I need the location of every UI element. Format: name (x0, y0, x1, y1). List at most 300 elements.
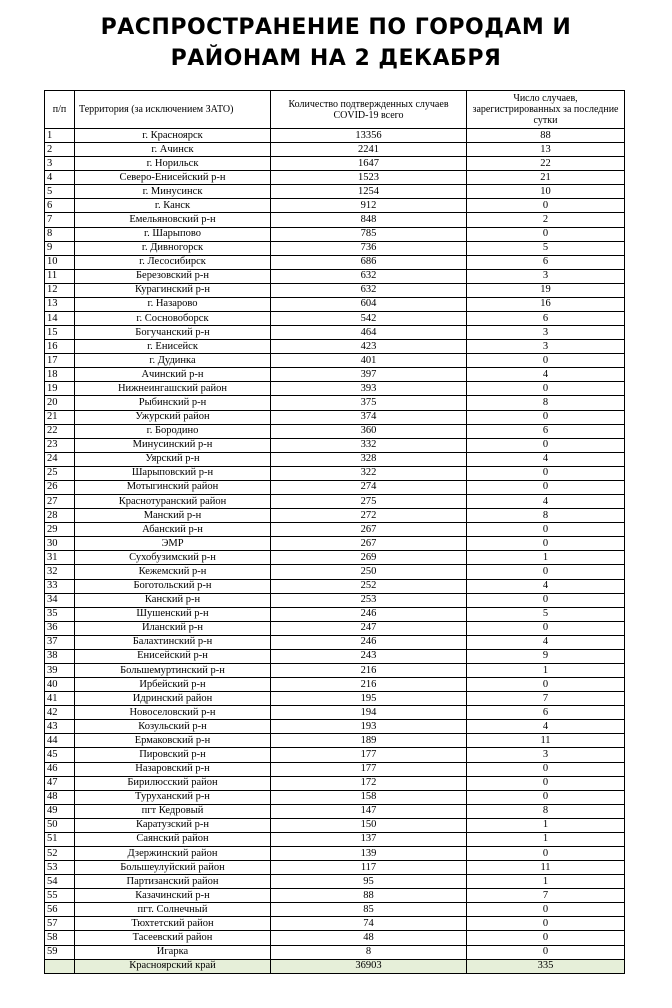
row-daily-cases: 3 (467, 340, 625, 354)
table-row (45, 255, 625, 269)
header-daily-cases: Число случаев, зарегистрированных за последние сутки (467, 91, 625, 129)
row-territory: Боготольский р-н (75, 579, 271, 593)
row-num: 48 (45, 790, 75, 804)
row-daily-cases: 4 (467, 368, 625, 382)
row-territory: Рыбинский р-н (75, 396, 271, 410)
row-total-cases: 252 (271, 579, 467, 593)
row-num: 54 (45, 875, 75, 889)
row-total-cases: 250 (271, 565, 467, 579)
row-total-cases: 322 (271, 466, 467, 480)
table-row (45, 199, 625, 213)
row-daily-cases: 3 (467, 326, 625, 340)
row-territory: Емельяновский р-н (75, 213, 271, 227)
row-total-cases: 397 (271, 368, 467, 382)
row-total-cases: 1254 (271, 185, 467, 199)
covid-cases-table (44, 90, 625, 974)
row-total-cases: 246 (271, 635, 467, 649)
row-total-cases: 172 (271, 776, 467, 790)
table-row (45, 143, 625, 157)
row-daily-cases: 4 (467, 495, 625, 509)
row-daily-cases: 0 (467, 846, 625, 860)
row-territory: г. Канск (75, 199, 271, 213)
header-territory: Территория (за исключением ЗАТО) (75, 91, 271, 129)
table-body (45, 129, 625, 960)
row-num: 37 (45, 635, 75, 649)
row-daily-cases: 3 (467, 748, 625, 762)
row-num: 6 (45, 199, 75, 213)
row-territory: Тюхтетский район (75, 917, 271, 931)
row-territory: Енисейский р-н (75, 649, 271, 663)
row-daily-cases: 5 (467, 607, 625, 621)
row-num: 7 (45, 213, 75, 227)
row-daily-cases: 0 (467, 523, 625, 537)
row-territory: Большеулуйский район (75, 861, 271, 875)
table-row (45, 861, 625, 875)
table-row (45, 649, 625, 663)
row-territory: Ермаковский р-н (75, 734, 271, 748)
row-num: 47 (45, 776, 75, 790)
row-num: 44 (45, 734, 75, 748)
table-row (45, 762, 625, 776)
row-daily-cases: 1 (467, 832, 625, 846)
row-territory: Кежемский р-н (75, 565, 271, 579)
row-num: 56 (45, 903, 75, 917)
row-num: 36 (45, 621, 75, 635)
row-num: 10 (45, 255, 75, 269)
row-total-cases: 13356 (271, 129, 467, 143)
row-num: 43 (45, 720, 75, 734)
table-row (45, 804, 625, 818)
row-total-cases: 193 (271, 720, 467, 734)
row-daily-cases: 13 (467, 143, 625, 157)
row-territory: Новоселовский р-н (75, 706, 271, 720)
row-daily-cases: 0 (467, 945, 625, 959)
row-daily-cases: 8 (467, 509, 625, 523)
row-total-cases: 374 (271, 410, 467, 424)
total-daily-sum: 335 (467, 959, 625, 973)
row-daily-cases: 2 (467, 213, 625, 227)
row-num: 9 (45, 241, 75, 255)
row-daily-cases: 16 (467, 297, 625, 311)
row-total-cases: 332 (271, 438, 467, 452)
row-territory: г. Бородино (75, 424, 271, 438)
row-num: 38 (45, 649, 75, 663)
row-num: 52 (45, 846, 75, 860)
row-total-cases: 195 (271, 692, 467, 706)
row-num: 30 (45, 537, 75, 551)
table-row (45, 283, 625, 297)
table-row (45, 889, 625, 903)
table-row (45, 509, 625, 523)
row-daily-cases: 6 (467, 706, 625, 720)
table-row (45, 410, 625, 424)
row-num: 4 (45, 171, 75, 185)
table-row (45, 452, 625, 466)
row-total-cases: 253 (271, 593, 467, 607)
row-num: 40 (45, 678, 75, 692)
row-territory: Уярский р-н (75, 452, 271, 466)
table-row (45, 565, 625, 579)
total-territory: Красноярский край (75, 959, 271, 973)
row-daily-cases: 0 (467, 438, 625, 452)
row-total-cases: 464 (271, 326, 467, 340)
table-row (45, 368, 625, 382)
table-row (45, 269, 625, 283)
table-row (45, 326, 625, 340)
row-num: 11 (45, 269, 75, 283)
row-total-cases: 177 (271, 748, 467, 762)
row-daily-cases: 11 (467, 734, 625, 748)
table-row (45, 593, 625, 607)
row-num: 23 (45, 438, 75, 452)
table-row (45, 340, 625, 354)
row-territory: г. Дивногорск (75, 241, 271, 255)
table-row (45, 185, 625, 199)
row-territory: Туруханский р-н (75, 790, 271, 804)
row-total-cases: 95 (271, 875, 467, 889)
row-territory: Березовский р-н (75, 269, 271, 283)
header-total-cases: Количество подтвержденных случаев COVID-19 всего (271, 91, 467, 129)
row-territory: Шушенский р-н (75, 607, 271, 621)
table-row (45, 748, 625, 762)
row-territory: Северо-Енисейский р-н (75, 171, 271, 185)
row-total-cases: 542 (271, 312, 467, 326)
row-territory: Ачинский р-н (75, 368, 271, 382)
table-row (45, 663, 625, 677)
row-daily-cases: 7 (467, 692, 625, 706)
row-num: 53 (45, 861, 75, 875)
row-daily-cases: 0 (467, 917, 625, 931)
row-daily-cases: 19 (467, 283, 625, 297)
table-row (45, 945, 625, 959)
row-num: 41 (45, 692, 75, 706)
row-total-cases: 375 (271, 396, 467, 410)
row-total-cases: 189 (271, 734, 467, 748)
row-total-cases: 686 (271, 255, 467, 269)
row-total-cases: 267 (271, 523, 467, 537)
table-row (45, 495, 625, 509)
row-territory: г. Дудинка (75, 354, 271, 368)
row-num: 51 (45, 832, 75, 846)
row-daily-cases: 4 (467, 635, 625, 649)
row-daily-cases: 1 (467, 663, 625, 677)
row-total-cases: 274 (271, 480, 467, 494)
row-num: 8 (45, 227, 75, 241)
row-territory: г. Шарыпово (75, 227, 271, 241)
row-num: 13 (45, 297, 75, 311)
table-row (45, 607, 625, 621)
table-row (45, 875, 625, 889)
row-territory: Каратузский р-н (75, 818, 271, 832)
row-num: 18 (45, 368, 75, 382)
row-daily-cases: 0 (467, 565, 625, 579)
row-daily-cases: 6 (467, 424, 625, 438)
table-row (45, 790, 625, 804)
row-territory: Канский р-н (75, 593, 271, 607)
row-daily-cases: 0 (467, 480, 625, 494)
table-row (45, 720, 625, 734)
row-num: 5 (45, 185, 75, 199)
table-total-row (45, 959, 625, 973)
row-territory: Бирилюсский район (75, 776, 271, 790)
page-title (0, 12, 672, 74)
row-territory: Саянский район (75, 832, 271, 846)
row-num: 27 (45, 495, 75, 509)
table-row (45, 903, 625, 917)
row-num: 28 (45, 509, 75, 523)
row-territory: Дзержинский район (75, 846, 271, 860)
row-num: 14 (45, 312, 75, 326)
row-daily-cases: 6 (467, 255, 625, 269)
table-row (45, 931, 625, 945)
row-total-cases: 243 (271, 649, 467, 663)
row-territory: Идринский район (75, 692, 271, 706)
row-territory: Партизанский район (75, 875, 271, 889)
table-row (45, 227, 625, 241)
table-row (45, 466, 625, 480)
row-daily-cases: 4 (467, 720, 625, 734)
table-row (45, 171, 625, 185)
table-row (45, 537, 625, 551)
row-territory: г. Енисейск (75, 340, 271, 354)
row-total-cases: 246 (271, 607, 467, 621)
row-daily-cases: 0 (467, 931, 625, 945)
row-daily-cases: 9 (467, 649, 625, 663)
row-daily-cases: 4 (467, 452, 625, 466)
row-daily-cases: 21 (467, 171, 625, 185)
row-total-cases: 267 (271, 537, 467, 551)
table-row (45, 438, 625, 452)
row-daily-cases: 0 (467, 382, 625, 396)
row-territory: Большемуртинский р-н (75, 663, 271, 677)
row-territory: Козульский р-н (75, 720, 271, 734)
table-row (45, 635, 625, 649)
table-row (45, 213, 625, 227)
row-daily-cases: 0 (467, 762, 625, 776)
table-row (45, 523, 625, 537)
row-num: 2 (45, 143, 75, 157)
row-daily-cases: 22 (467, 157, 625, 171)
total-num (45, 959, 75, 973)
row-total-cases: 8 (271, 945, 467, 959)
row-total-cases: 360 (271, 424, 467, 438)
row-total-cases: 272 (271, 509, 467, 523)
row-total-cases: 1523 (271, 171, 467, 185)
table-row (45, 297, 625, 311)
row-total-cases: 632 (271, 283, 467, 297)
table-row (45, 846, 625, 860)
row-total-cases: 74 (271, 917, 467, 931)
row-num: 22 (45, 424, 75, 438)
table-row (45, 480, 625, 494)
row-territory: Абанский р-н (75, 523, 271, 537)
row-num: 16 (45, 340, 75, 354)
row-territory: г. Лесосибирск (75, 255, 271, 269)
row-total-cases: 139 (271, 846, 467, 860)
row-total-cases: 85 (271, 903, 467, 917)
row-territory: Тасеевский район (75, 931, 271, 945)
table-row (45, 241, 625, 255)
row-total-cases: 117 (271, 861, 467, 875)
row-num: 46 (45, 762, 75, 776)
row-total-cases: 216 (271, 663, 467, 677)
row-num: 39 (45, 663, 75, 677)
row-daily-cases: 88 (467, 129, 625, 143)
row-territory: Балахтинский р-н (75, 635, 271, 649)
row-num: 55 (45, 889, 75, 903)
row-territory: Курагинский р-н (75, 283, 271, 297)
row-num: 24 (45, 452, 75, 466)
row-num: 21 (45, 410, 75, 424)
row-total-cases: 150 (271, 818, 467, 832)
row-total-cases: 275 (271, 495, 467, 509)
row-total-cases: 401 (271, 354, 467, 368)
table-row (45, 129, 625, 143)
table-row (45, 706, 625, 720)
row-territory: Сухобузимский р-н (75, 551, 271, 565)
row-total-cases: 2241 (271, 143, 467, 157)
row-num: 34 (45, 593, 75, 607)
row-daily-cases: 5 (467, 241, 625, 255)
table-row (45, 354, 625, 368)
row-territory: Ужурский район (75, 410, 271, 424)
row-num: 57 (45, 917, 75, 931)
row-territory: пгт. Солнечный (75, 903, 271, 917)
row-territory: Шарыповский р-н (75, 466, 271, 480)
row-territory: г. Красноярск (75, 129, 271, 143)
row-total-cases: 1647 (271, 157, 467, 171)
table-row (45, 832, 625, 846)
row-daily-cases: 0 (467, 537, 625, 551)
row-num: 1 (45, 129, 75, 143)
row-total-cases: 785 (271, 227, 467, 241)
row-daily-cases: 0 (467, 227, 625, 241)
row-territory: Иланский р-н (75, 621, 271, 635)
row-total-cases: 604 (271, 297, 467, 311)
table-row (45, 734, 625, 748)
row-daily-cases: 1 (467, 551, 625, 565)
row-territory: Манский р-н (75, 509, 271, 523)
row-daily-cases: 8 (467, 396, 625, 410)
table-row (45, 621, 625, 635)
row-daily-cases: 0 (467, 199, 625, 213)
row-total-cases: 216 (271, 678, 467, 692)
row-daily-cases: 0 (467, 903, 625, 917)
row-daily-cases: 6 (467, 312, 625, 326)
row-num: 35 (45, 607, 75, 621)
header-num: п/п (45, 91, 75, 129)
row-num: 49 (45, 804, 75, 818)
table-row (45, 692, 625, 706)
row-total-cases: 88 (271, 889, 467, 903)
row-daily-cases: 1 (467, 875, 625, 889)
row-num: 50 (45, 818, 75, 832)
row-total-cases: 912 (271, 199, 467, 213)
row-daily-cases: 3 (467, 269, 625, 283)
row-daily-cases: 7 (467, 889, 625, 903)
row-territory: г. Назарово (75, 297, 271, 311)
row-territory: г. Сосновоборск (75, 312, 271, 326)
table-row (45, 157, 625, 171)
row-total-cases: 137 (271, 832, 467, 846)
row-total-cases: 48 (271, 931, 467, 945)
table-row (45, 579, 625, 593)
row-territory: г. Минусинск (75, 185, 271, 199)
row-num: 25 (45, 466, 75, 480)
table-row (45, 312, 625, 326)
row-territory: Пировский р-н (75, 748, 271, 762)
row-daily-cases: 0 (467, 621, 625, 635)
row-num: 26 (45, 480, 75, 494)
table-row (45, 551, 625, 565)
row-total-cases: 393 (271, 382, 467, 396)
row-num: 31 (45, 551, 75, 565)
row-num: 20 (45, 396, 75, 410)
row-daily-cases: 10 (467, 185, 625, 199)
table-row (45, 818, 625, 832)
table-row (45, 396, 625, 410)
row-num: 19 (45, 382, 75, 396)
title-line-1: РАСПРОСТРАНЕНИЕ ПО ГОРОДАМ И (100, 15, 572, 40)
row-daily-cases: 11 (467, 861, 625, 875)
row-territory: Нижнеингашский район (75, 382, 271, 396)
row-daily-cases: 1 (467, 818, 625, 832)
row-daily-cases: 0 (467, 466, 625, 480)
row-num: 32 (45, 565, 75, 579)
table-header-row (45, 91, 625, 129)
row-daily-cases: 4 (467, 579, 625, 593)
row-total-cases: 177 (271, 762, 467, 776)
row-total-cases: 423 (271, 340, 467, 354)
table-row (45, 917, 625, 931)
row-total-cases: 147 (271, 804, 467, 818)
row-territory: Ирбейский р-н (75, 678, 271, 692)
row-territory: ЭМР (75, 537, 271, 551)
row-daily-cases: 0 (467, 790, 625, 804)
row-daily-cases: 0 (467, 410, 625, 424)
row-territory: г. Ачинск (75, 143, 271, 157)
row-territory: Назаровский р-н (75, 762, 271, 776)
row-territory: Богучанский р-н (75, 326, 271, 340)
row-num: 42 (45, 706, 75, 720)
row-territory: г. Норильск (75, 157, 271, 171)
row-daily-cases: 0 (467, 354, 625, 368)
title-line-2: РАЙОНАМ НА 2 ДЕКАБРЯ (170, 46, 502, 71)
row-territory: Игарка (75, 945, 271, 959)
row-territory: Мотыгинский район (75, 480, 271, 494)
row-daily-cases: 0 (467, 678, 625, 692)
row-num: 59 (45, 945, 75, 959)
total-cases-sum: 36903 (271, 959, 467, 973)
row-num: 29 (45, 523, 75, 537)
table-row (45, 776, 625, 790)
row-num: 3 (45, 157, 75, 171)
row-total-cases: 848 (271, 213, 467, 227)
row-daily-cases: 8 (467, 804, 625, 818)
row-num: 15 (45, 326, 75, 340)
row-num: 12 (45, 283, 75, 297)
row-territory: Казачинский р-н (75, 889, 271, 903)
table-row (45, 382, 625, 396)
table-row (45, 678, 625, 692)
row-num: 17 (45, 354, 75, 368)
row-total-cases: 247 (271, 621, 467, 635)
row-num: 45 (45, 748, 75, 762)
row-territory: Минусинский р-н (75, 438, 271, 452)
row-daily-cases: 0 (467, 593, 625, 607)
row-total-cases: 158 (271, 790, 467, 804)
row-daily-cases: 0 (467, 776, 625, 790)
